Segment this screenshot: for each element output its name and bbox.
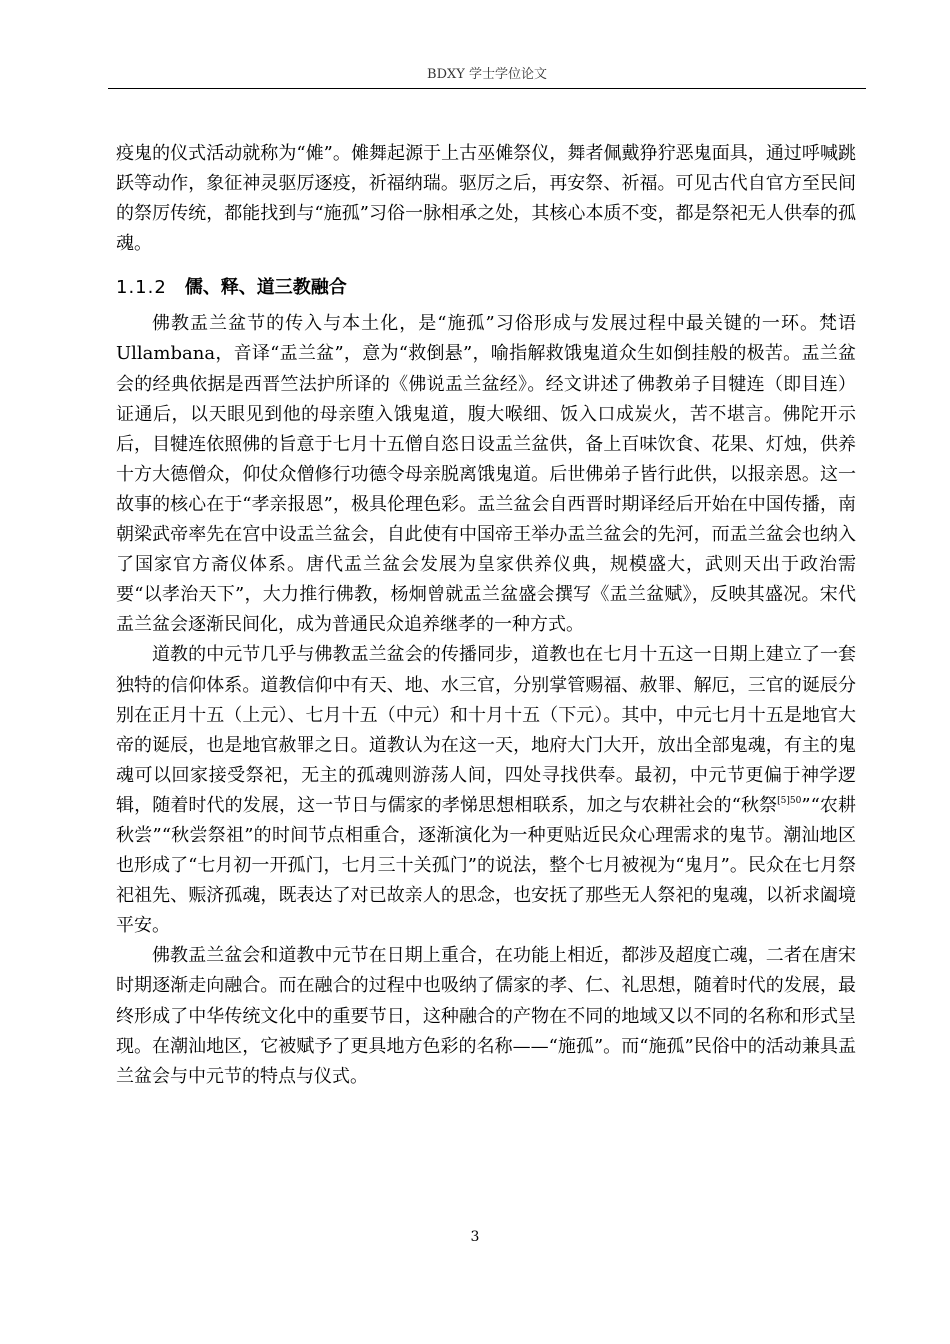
citation-ref[interactable]: [5]50	[777, 795, 802, 806]
taoism-paragraph	[116, 640, 856, 941]
page-content	[116, 139, 856, 1092]
taoism-text-part1: 道教的中元节几乎与佛教盂兰盆会的传播同步，道教也在七月十五这一日期上建立了一套独特的信仰体系。道教信仰中有天、地、水三官，分别掌管赐福、赦罪、解厄，三官的诞辰分别在正月十五（上元）、七月十五（中元）和十月十五（下元）。其中，中元七月十五是地官大帝的诞辰，也是地官赦罪之日。道教认为在这一天，地府大门大开，放出全部鬼魂，有主的鬼魂可以回家接受祭祀，无主的孤魂则游荡人间，四处寻找供奉。最初，中元节更偏于神学逻辑，随着时代的发展，这一节日与儒家的孝悌思想相联系，加之与农耕社会的“秋祭	[116, 644, 856, 816]
page-number: 3	[470, 1229, 480, 1245]
header-rule	[108, 88, 866, 89]
section-heading	[116, 271, 856, 305]
running-header: BDXY 学士学位论文	[427, 67, 547, 82]
section-number: 1.1.2	[116, 277, 167, 299]
fusion-paragraph: 佛教盂兰盆会和道教中元节在日期上重合，在功能上相近，都涉及超度亡魂，二者在唐宋时期逐渐走向融合。而在融合的过程中也吸纳了儒家的孝、仁、礼思想，随着时代的发展，最终形成了中华传统文化中的重要节日，这种融合的产物在不同的地域又以不同的名称和形式呈现。在潮汕地区，它被赋予了更具地方色彩的名称——“施孤”。而“施孤”民俗中的活动兼具盂兰盆会与中元节的特点与仪式。	[116, 945, 856, 1087]
section-title: 儒、释、道三教融合	[184, 277, 347, 299]
intro-paragraph: 疫鬼的仪式活动就称为“傩”。傩舞起源于上古巫傩祭仪，舞者佩戴狰狞恶鬼面具，通过呼喊跳跃等动作，象征神灵驱厉逐疫，祈福纳瑞。驱厉之后，再安祭、祈福。可见古代自官方至民间的祭厉传统，都能找到与“施孤”习俗一脉相承之处，其核心本质不变，都是祭祀无人供奉的孤魂。	[116, 143, 856, 255]
buddhism-paragraph: 佛教盂兰盆节的传入与本土化，是“施孤”习俗形成与发展过程中最关键的一环。梵语 Ullambana，音译“盂兰盆”，意为“救倒悬”，喻指解救饿鬼道众生如倒挂般的极苦。盂兰盆会的经典依据是西晋竺法护所译的《佛说盂兰盆经》。经文讲述了佛教弟子目犍连（即目连）证通后，以天眼见到他的母亲堕入饿鬼道，腹大喉细、饭入口成炭火，苦不堪言。佛陀开示后，目犍连依照佛的旨意于七月十五僧自恣日设盂兰盆供，备上百味饮食、花果、灯烛，供养十方大德僧众，仰仗众僧修行功德令母亲脱离饿鬼道。后世佛弟子皆行此供，以报亲恩。这一故事的核心在于“孝亲报恩”，极具伦理色彩。盂兰盆会自西晋时期译经后开始在中国传播，南朝梁武帝率先在宫中设盂兰盆会，自此使有中国帝王举办盂兰盆会的先河，而盂兰盆会也纳入了国家官方斋仪体系。唐代盂兰盆会发展为皇家供养仪典，规模盛大，武则天出于政治需要“以孝治天下”，大力推行佛教，杨炯曾就盂兰盆盛会撰写《盂兰盆赋》，反映其盛况。宋代盂兰盆会逐渐民间化，成为普通民众追养继孝的一种方式。	[116, 313, 856, 636]
taoism-text-part2: ”“农耕秋尝”“秋尝祭祖”的时间节点相重合，逐渐演化为一种更贴近民众心理需求的鬼节。潮汕地区也形成了“七月初一开孤门，七月三十关孤门”的说法，整个七月被视为“鬼月”。民众在七月祭祀祖先、赈济孤魂，既表达了对已故亲人的思念，也安抚了那些无人祭祀的鬼魂，以祈求阖境平安。	[116, 794, 856, 937]
